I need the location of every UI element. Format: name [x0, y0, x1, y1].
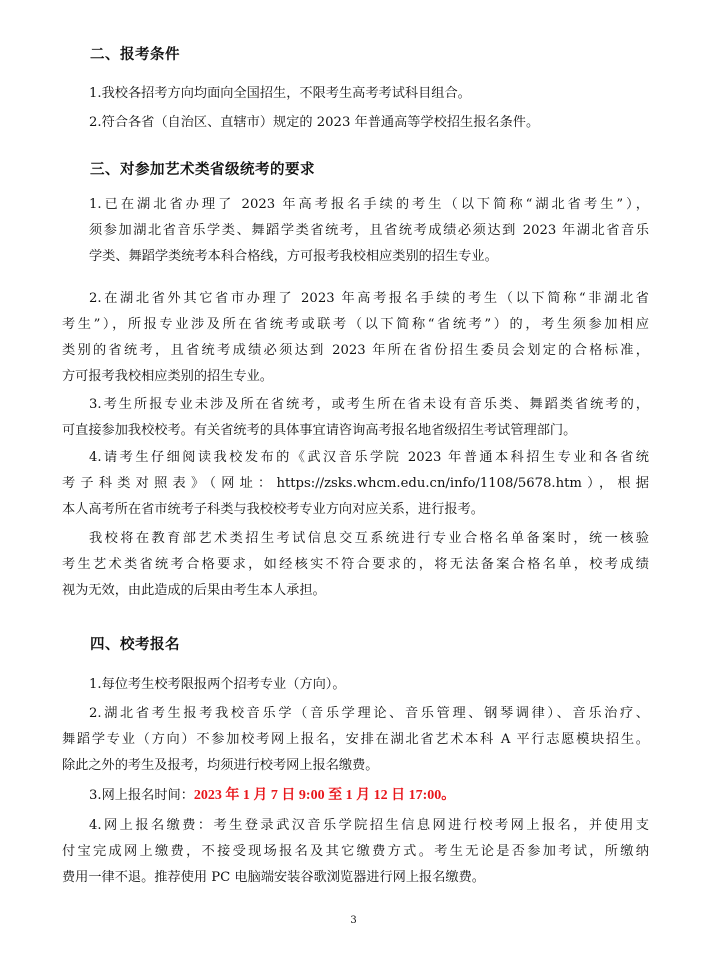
section-2-item-2: 2.符合各省（自治区、直辖市）规定的 2023 年普通高等学校招生报名条件。 [89, 115, 540, 130]
text-line: 2.在湖北省外其它省市办理了 2023 年高考报名手续的考生（以下简称“非湖北省 [89, 291, 649, 306]
section-3-paragraph-2 [62, 286, 649, 390]
text-line: 考子科类对照表》（网址：https://zsks.whcm.edu.cn/info/1108/5678.htm），根据 [62, 476, 649, 491]
section-4-heading: 四、校考报名 [90, 637, 180, 653]
text-line: 须参加湖北省音乐学类、舞蹈学类省统考，且省统考成绩必须达到 2023 年湖北省音乐 [89, 223, 649, 238]
section-2-item-1: 1.我校各招考方向均面向全国招生，不限考生高考考试科目组合。 [89, 86, 471, 101]
text-line: 考生”），所报专业涉及所在省统考或联考（以下简称“省统考”）的，考生须参加相应 [62, 317, 649, 332]
registration-time-label: 3.网上报名时间： [89, 788, 194, 803]
text-line: 我校将在教育部艺术类招生考试信息交互系统进行专业合格名单备案时，统一核验 [89, 531, 649, 546]
text-line: 2.湖北省考生报考我校音乐学（音乐学理论、音乐管理、钢琴调律）、音乐治疗、 [89, 706, 649, 721]
section-3-paragraph-3 [62, 392, 649, 444]
section-3-paragraph-4 [62, 445, 649, 523]
text-line: 类别的省统考，且省统考成绩必须达到 2023 年所在省份招生委员会划定的合格标准， [62, 343, 649, 358]
section-3-paragraph-5 [62, 526, 649, 604]
section-4-paragraph-2 [62, 701, 649, 779]
text-line: 视为无效，由此造成的后果由考生本人承担。 [62, 583, 326, 598]
page-number: 3 [350, 915, 357, 926]
text-line: 3.考生所报专业未涉及所在省统考，或考生所在省未设有音乐类、舞蹈类省统考的， [89, 397, 649, 412]
text-line: 付宝完成网上缴费，不接受现场报名及其它缴费方式。考生无论是否参加考试，所缴纳 [62, 844, 649, 859]
registration-time-value: 2023 年 1 月 7 日 9:00 至 1 月 12 日 17:00。 [193, 788, 456, 803]
section-3-heading: 三、对参加艺术类省级统考的要求 [90, 162, 315, 178]
section-4-item-1: 1.每位考生校考限报两个招考专业（方向）。 [89, 677, 346, 692]
section-4-item-3 [89, 783, 455, 809]
text-line: 学类、舞蹈学类统考本科合格线，方可报考我校相应类别的招生专业。 [89, 249, 498, 264]
section-2-heading: 二、报考条件 [90, 47, 180, 63]
text-line: 除此之外的考生及报考，均须进行校考网上报名缴费。 [62, 758, 379, 773]
section-3-paragraph-1 [89, 192, 649, 270]
text-line: 1.已在湖北省办理了 2023 年高考报名手续的考生（以下简称“湖北省考生”）， [89, 197, 649, 212]
text-line: 4.网上报名缴费：考生登录武汉音乐学院招生信息网进行校考网上报名，并使用支 [89, 818, 649, 833]
text-line: 考生艺术类省统考合格要求，如经核实不符合要求的，将无法备案合格名单，校考成绩 [62, 557, 649, 572]
text-line: 可直接参加我校校考。有关省统考的具体事宜请咨询高考报名地省级招生考试管理部门。 [62, 423, 577, 438]
section-4-paragraph-4 [62, 813, 649, 891]
text-line: 4.请考生仔细阅读我校发布的《武汉音乐学院 2023 年普通本科招生专业和各省统 [89, 450, 649, 465]
text-line: 本人高考所在省市统考子科类与我校校考专业方向对应关系，进行报考。 [62, 502, 484, 517]
text-line: 方可报考我校相应类别的招生专业。 [62, 369, 273, 384]
text-line: 舞蹈学专业（方向）不参加校考网上报名，安排在湖北省艺术本科 A 平行志愿模块招生。 [62, 732, 649, 747]
text-line: 费用一律不退。推荐使用 PC 电脑端安装谷歌浏览器进行网上报名缴费。 [62, 870, 485, 885]
